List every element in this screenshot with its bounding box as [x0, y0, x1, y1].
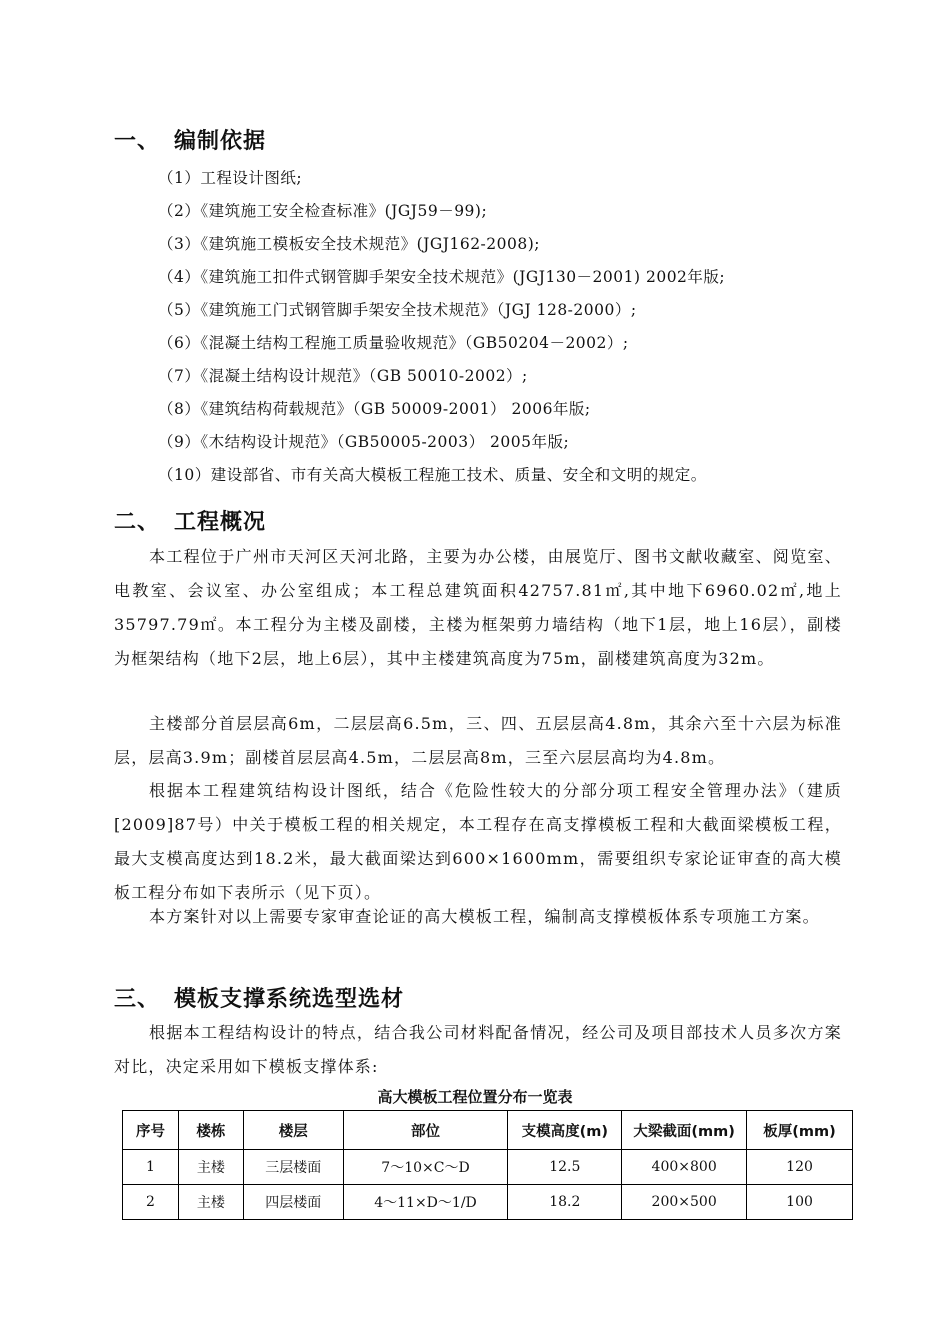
table-cell: 100: [747, 1185, 853, 1220]
overview-paragraph: 主楼部分首层层高6m，二层层高6.5m，三、四、五层层高4.8m，其余六至十六层为标准层，层高3.9m；副楼首层层高4.5m，二层层高8m，三至六层层高均为4.8m。: [114, 714, 842, 767]
table-row: [123, 1150, 853, 1185]
table-cell: 400×800: [622, 1150, 747, 1185]
reference-item: （9）《木结构设计规范》（GB50005-2003） 2005年版;: [158, 433, 570, 451]
reference-item: （8）《建筑结构荷载规范》（GB 50009-2001） 2006年版;: [158, 400, 591, 418]
column-header: 大梁截面(mm): [622, 1111, 747, 1150]
column-header: 部位: [343, 1111, 508, 1150]
section-number: 二、: [114, 510, 161, 535]
column-header: 板厚(mm): [747, 1111, 853, 1150]
table-cell: 三层楼面: [243, 1150, 343, 1185]
selection-paragraph: 根据本工程结构设计的特点，结合我公司材料配备情况，经公司及项目部技术人员多次方案对比，决定采用如下模板支撑体系:: [114, 1023, 842, 1076]
table-cell: 18.2: [508, 1185, 622, 1220]
section-number: 三、: [114, 987, 161, 1012]
reference-item: （3）《建筑施工模板安全技术规范》(JGJ162-2008);: [158, 235, 541, 253]
table-caption: 高大模板工程位置分布一览表: [377, 1088, 573, 1106]
table-cell: 12.5: [508, 1150, 622, 1185]
formwork-table: [122, 1110, 853, 1220]
table-cell: 主楼: [178, 1150, 243, 1185]
section-heading-2: [114, 505, 266, 536]
section-title: 编制依据: [174, 129, 267, 154]
reference-item: （6）《混凝土结构工程施工质量验收规范》（GB50204－2002）;: [158, 334, 629, 352]
overview-paragraph: 根据本工程建筑结构设计图纸，结合《危险性较大的分部分项工程安全管理办法》（建质[2009]87号）中关于模板工程的相关规定，本工程存在高支撑模板工程和大截面梁模板工程，最大支模高度达到18.2米，最大截面梁达到600×1600mm，需要组织专家论证审查的高大模板工程分布如下表所示（见下页）。: [114, 781, 842, 902]
column-header: 序号: [123, 1111, 179, 1150]
table-cell: 主楼: [178, 1185, 243, 1220]
table-cell: 1: [123, 1150, 179, 1185]
overview-paragraph: 本工程位于广州市天河区天河北路，主要为办公楼，由展览厅、图书文献收藏室、阅览室、电教室、会议室、办公室组成；本工程总建筑面积42757.81㎡,其中地下6960.02㎡,地上35797.79㎡。本工程分为主楼及副楼，主楼为框架剪力墙结构（地下1层，地上16层），副楼为框架结构（地下2层，地上6层），其中主楼建筑高度为75m，副楼建筑高度为32m。: [114, 547, 842, 668]
section-number: 一、: [114, 129, 161, 154]
section-heading-3: [114, 982, 404, 1013]
reference-item: （2）《建筑施工安全检查标准》(JGJ59－99);: [158, 202, 488, 220]
reference-item: （10）建设部省、市有关高大模板工程施工技术、质量、安全和文明的规定。: [158, 466, 707, 484]
reference-item: （7）《混凝土结构设计规范》（GB 50010-2002）;: [158, 367, 528, 385]
section-title: 模板支撑系统选型选材: [174, 987, 405, 1012]
section-heading-1: [114, 124, 266, 155]
table-cell: 4～11×D～1/D: [343, 1185, 508, 1220]
table-cell: 四层楼面: [243, 1185, 343, 1220]
reference-item: （4）《建筑施工扣件式钢管脚手架安全技术规范》(JGJ130－2001) 2002年版;: [158, 268, 726, 286]
table-header-row: [123, 1111, 853, 1150]
table-row: [123, 1185, 853, 1220]
reference-item: （1）工程设计图纸;: [158, 169, 303, 187]
column-header: 楼层: [243, 1111, 343, 1150]
table-cell: 7～10×C～D: [343, 1150, 508, 1185]
column-header: 支模高度(m): [508, 1111, 622, 1150]
column-header: 楼栋: [178, 1111, 243, 1150]
overview-paragraph: 本方案针对以上需要专家审查论证的高大模板工程，编制高支撑模板体系专项施工方案。: [149, 907, 820, 926]
table-cell: 200×500: [622, 1185, 747, 1220]
table-cell: 2: [123, 1185, 179, 1220]
section-title: 工程概况: [174, 510, 267, 535]
table-cell: 120: [747, 1150, 853, 1185]
reference-item: （5）《建筑施工门式钢管脚手架安全技术规范》（JGJ 128-2000）;: [158, 301, 637, 319]
